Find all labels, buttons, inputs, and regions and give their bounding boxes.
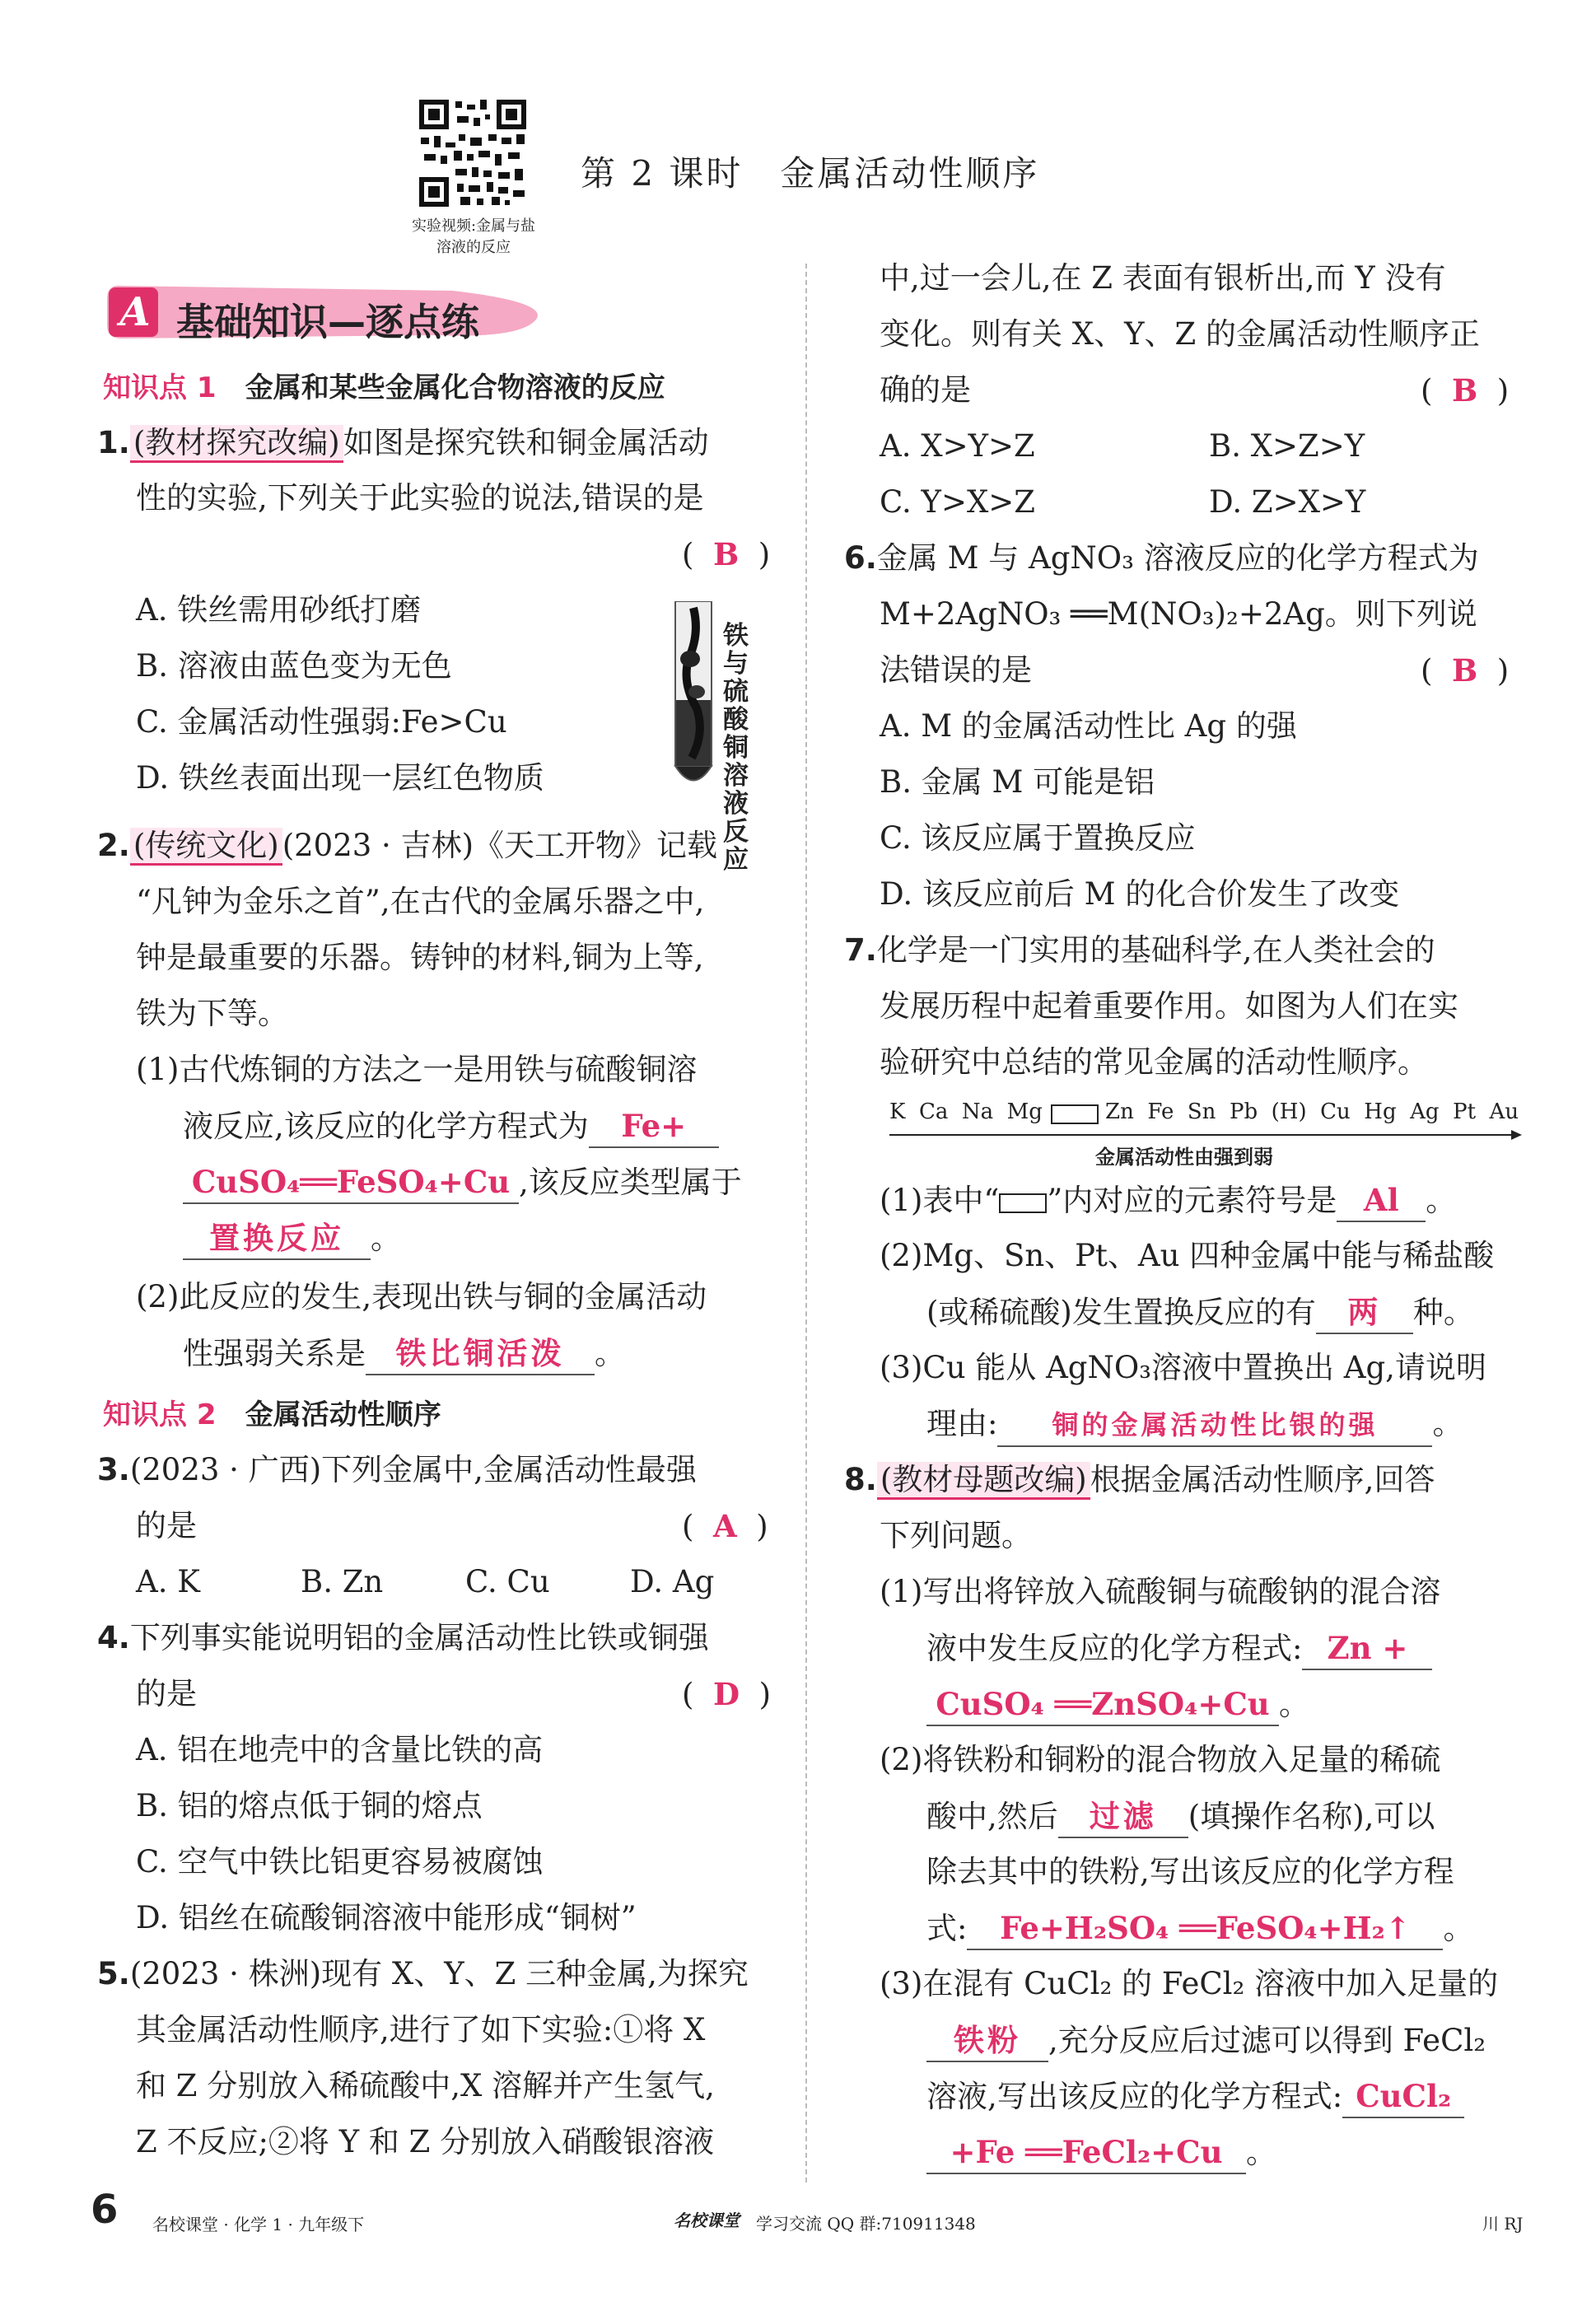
q3-answer: A [712,1508,737,1544]
q2-s1-line2 [183,1105,719,1148]
q8-s1-text: 液中发生反应的化学方程式: [926,1631,1303,1666]
q7-s3-text: 理由: [926,1406,998,1441]
q8-s1-answer-part1: Zn + [1302,1627,1432,1670]
q1-option-c: C. 金属活动性强弱:Fe>Cu [136,704,507,740]
q8-s3-line2 [926,2019,1486,2062]
q1-option-a: A. 铁丝需用砂纸打磨 [136,592,422,628]
q2-s1-answer-part2: CuSO₄══FeSO₄+Cu [183,1161,519,1204]
series-arrow [889,1129,1524,1141]
q2-s2-answer: 铁比铜活泼 [366,1333,595,1375]
q2-s2-text: 性强弱关系是 [183,1336,366,1371]
q8-s3-answer-reagent: 铁粉 [926,2019,1048,2062]
footer-brand: 名校课堂 [674,2211,740,2230]
qr-caption: 实验视频:金属与盐溶液的反应 [411,217,536,256]
kp2-title: 金属活动性顺序 [245,1398,441,1431]
q6-option-b: B. 金属 M 可能是铝 [880,764,1155,800]
q2-line3: 钟是最重要的乐器。铸钟的材料,铜为上等, [136,940,704,975]
q2-s1-answer-type: 置换反应 [183,1217,371,1260]
q7-s2-text: (或稀硫酸)发生置换反应的有 [926,1295,1316,1330]
q8-s3-text: ,充分反应后过滤可以得到 FeCl₂ [1048,2023,1486,2058]
q5-number: 5. [97,1956,130,1991]
q8-s1-line2 [926,1627,1432,1670]
q7-s1-box [999,1193,1047,1213]
q7-line2: 发展历程中起着重要作用。如图为人们在实 [880,988,1458,1024]
knowledge-point-1 [103,366,665,409]
q7-s1-text2: ”内对应的元素符号是 [1047,1183,1337,1218]
q1-line1 [97,423,709,464]
page-number: 6 [91,2187,119,2233]
q8-s1-answer-part2: CuSO₄ ══ZnSO₄+Cu [926,1683,1279,1726]
q4-answer: D [712,1676,740,1712]
q5-option-a: A. X>Y>Z [880,428,1035,464]
q8-s1-line3 [926,1683,1309,1726]
q3-option-b: B. Zn [301,1564,384,1599]
footer-edition: 川 RJ [1482,2214,1524,2234]
q8-number: 8. [844,1462,877,1497]
q2-s1-type-text: ,该反应类型属于 [519,1165,742,1200]
q5-text1: (2023 · 株洲)现有 X、Y、Z 三种金属,为探究 [129,1956,749,1991]
q5-line2: 其金属活动性顺序,进行了如下实验:①将 X [136,2012,706,2047]
q8-s3-answer-part1: CuCl₂ [1342,2075,1464,2118]
section-letter: A [119,289,151,335]
q3-option-d: D. Ag [630,1564,715,1599]
column-divider [805,264,807,2183]
series-blank-box [1051,1104,1099,1124]
q4-option-d: D. 铝丝在硫酸铜溶液中能形成“铜树” [136,1900,637,1935]
q8-s3-line3 [926,2075,1464,2118]
q1-answer: B [712,536,740,572]
q8-s2-line3: 除去其中的铁粉,写出该反应的化学方程 [926,1854,1454,1889]
q7-line3: 验研究中总结的常见金属的活动性顺序。 [880,1044,1428,1080]
q7-number: 7. [844,932,877,968]
q4-answer-box: ( D ) [682,1676,772,1712]
q5-answer: B [1451,372,1478,409]
q2-line1 [97,825,717,866]
q2-number: 2. [97,828,130,863]
q7-s1-line [880,1179,1456,1222]
q5-option-c: C. Y>X>Z [880,484,1035,520]
q5-option-d: D. Z>X>Y [1209,484,1366,520]
q3-line2: 的是 [136,1508,197,1543]
q1-option-b: B. 溶液由蓝色变为无色 [136,648,452,684]
q3-text1: (2023 · 广西)下列金属中,金属活动性最强 [129,1452,697,1487]
q8-s2-line1: (2)将铁粉和铜粉的混合物放入足量的稀硫 [880,1742,1441,1777]
q7-s1-end: 。 [1426,1183,1457,1218]
qr-code[interactable] [416,96,530,210]
q5-line7: 确的是 [880,372,971,408]
knowledge-point-2 [103,1394,441,1436]
q6-option-d: D. 该反应前后 M 的化合价发生了改变 [880,876,1400,912]
q7-s2-line2 [926,1291,1474,1334]
footer-book: 名校课堂 · 化学 1 · 九年级下 [152,2215,365,2234]
q6-text1: 金属 M 与 AgNO₃ 溶液反应的化学方程式为 [876,540,1479,576]
q8-tag: (教材母题改编) [877,1462,1090,1500]
q5-option-b: B. X>Z>Y [1209,428,1365,464]
q2-s1-answer-part1: Fe+ [589,1105,719,1148]
q8-text1: 根据金属活动性顺序,回答 [1090,1462,1435,1497]
q8-line1 [844,1459,1435,1501]
kp2-label: 知识点 2 [103,1398,217,1431]
q4-line2: 的是 [136,1676,197,1711]
q3-number: 3. [97,1452,130,1487]
q7-s3-line2 [926,1403,1463,1447]
q8-line2: 下列问题。 [880,1518,1032,1553]
q2-line2: “凡钟为金乐之首”,在古代的金属乐器之中, [136,884,705,919]
q1-number: 1. [97,425,130,460]
q1-line2: 性的实验,下列关于此实验的说法,错误的是 [136,480,704,516]
q8-s3-line4 [926,2131,1276,2174]
q6-answer-box: ( B ) [1421,652,1510,689]
q7-s3-answer: 铜的金属活动性比银的强 [997,1404,1432,1447]
q8-s3-answer-part2: +Fe ══FeCl₂+Cu [926,2131,1246,2174]
q6-answer: B [1451,652,1478,689]
q6-option-c: C. 该反应属于置换反应 [880,820,1196,856]
q8-s1-end: 。 [1279,1687,1309,1722]
q8-s2-answer-op: 过滤 [1058,1795,1188,1838]
q7-s3-line1: (3)Cu 能从 AgNO₃溶液中置换出 Ag,请说明 [880,1350,1486,1385]
footer-qq: 学习交流 QQ 群:710911348 [756,2214,976,2234]
q1-option-d: D. 铁丝表面出现一层红色物质 [136,760,544,796]
q7-line1 [844,930,1435,971]
q1-tag: (教材探究改编) [130,425,343,463]
q6-line3: 法错误的是 [880,652,1032,688]
q8-s1-line1: (1)写出将锌放入硫酸铜与硫酸钠的混合溶 [880,1574,1441,1609]
series-left: K Ca Na Mg [889,1099,1043,1124]
activity-series-figure [889,1099,1524,1169]
q2-s1-end: 。 [371,1221,401,1256]
q7-s3-end: 。 [1432,1406,1463,1441]
q8-s2-end: 。 [1443,1911,1474,1946]
q6-option-a: A. M 的金属活动性比 Ag 的强 [880,708,1297,744]
q7-s1-answer: Al [1337,1179,1426,1222]
q2-line4: 铁为下等。 [136,996,288,1031]
q8-s2-text: 酸中,然后 [926,1799,1058,1834]
q2-s1-line3 [183,1161,742,1204]
q4-text1: 下列事实能说明铝的金属活动性比铁或铜强 [129,1620,709,1655]
q8-s2-answer-eq: Fe+H₂SO₄ ══FeSO₄+H₂↑ [967,1907,1443,1950]
q5-line4: Z 不反应;②将 Y 和 Z 分别放入硝酸银溶液 [136,2124,715,2159]
q6-number: 6. [844,540,877,576]
q8-s2-line2 [926,1795,1435,1838]
q3-answer-box: ( A ) [682,1508,768,1544]
q4-number: 4. [97,1620,130,1655]
q7-s1-text1: (1)表中“ [880,1183,1000,1218]
q8-s2-line4 [926,1907,1473,1950]
q5-answer-box: ( B ) [1421,372,1510,409]
section-title: 基础知识—逐点练 [176,300,479,344]
q5-line5: 中,过一会儿,在 Z 表面有银析出,而 Y 没有 [880,260,1446,296]
q8-s3-line1: (3)在混有 CuCl₂ 的 FeCl₂ 溶液中加入足量的 [880,1966,1499,2001]
q5-line6: 变化。则有关 X、Y、Z 的金属活动性顺序正 [880,316,1480,352]
q4-option-c: C. 空气中铁比铝更容易被腐蚀 [136,1844,544,1879]
q6-line2: M+2AgNO₃ ══M(NO₃)₂+2Ag。则下列说 [880,596,1477,632]
q2-text1: (2023 · 吉林)《天工开物》记载 [282,828,718,863]
q2-s1-line1: (1)古代炼铜的方法之一是用铁与硫酸铜溶 [136,1052,698,1087]
q7-s2-end: 种。 [1412,1295,1474,1330]
q2-s2-line1: (2)此反应的发生,表现出铁与铜的金属活动 [136,1279,707,1314]
q4-option-a: A. 铝在地壳中的含量比铁的高 [136,1732,544,1767]
q2-s2-line2 [183,1333,625,1375]
q3-line1 [97,1450,697,1491]
q5-line3: 和 Z 分别放入稀硫酸中,X 溶解并产生氢气, [136,2068,715,2103]
kp1-label: 知识点 1 [103,371,217,404]
q8-s2-text3: 式: [926,1911,968,1946]
q2-s1-line4 [183,1217,401,1260]
q8-s3-text2: 溶液,写出该反应的化学方程式: [926,2079,1343,2114]
q2-s2-end: 。 [595,1336,625,1371]
lesson-title: 第 2 课时 金属活动性顺序 [581,153,1040,194]
q2-tag: (传统文化) [130,828,282,866]
q4-option-b: B. 铝的熔点低于铜的熔点 [136,1788,483,1823]
q7-s2-line1: (2)Mg、Sn、Pt、Au 四种金属中能与稀盐酸 [880,1238,1495,1273]
figure-label: 铁与硫酸铜溶液反应 [723,621,749,875]
q3-option-a: A. K [136,1564,200,1599]
test-tube-figure [669,601,726,795]
series-caption: 金属活动性由强到弱 [1095,1146,1273,1169]
q3-option-c: C. Cu [465,1564,550,1599]
series-right: Zn Fe Sn Pb (H) Cu Hg Ag Pt Au [1105,1099,1519,1124]
q1-answer-box: ( B ) [682,536,771,572]
q6-line1 [844,538,1479,579]
q5-line1 [97,1954,749,1995]
q8-s2-text2: (填操作名称),可以 [1188,1799,1435,1834]
section-banner [107,284,552,342]
kp1-title: 金属和某些金属化合物溶液的反应 [245,371,665,404]
q7-text1: 化学是一门实用的基础科学,在人类社会的 [876,932,1435,968]
q2-s1-text: 液反应,该反应的化学方程式为 [183,1109,589,1144]
q7-s2-answer: 两 [1316,1291,1413,1334]
q8-s3-end: 。 [1246,2135,1276,2170]
q1-text1: 如图是探究铁和铜金属活动 [343,425,709,460]
q4-line1 [97,1618,709,1659]
